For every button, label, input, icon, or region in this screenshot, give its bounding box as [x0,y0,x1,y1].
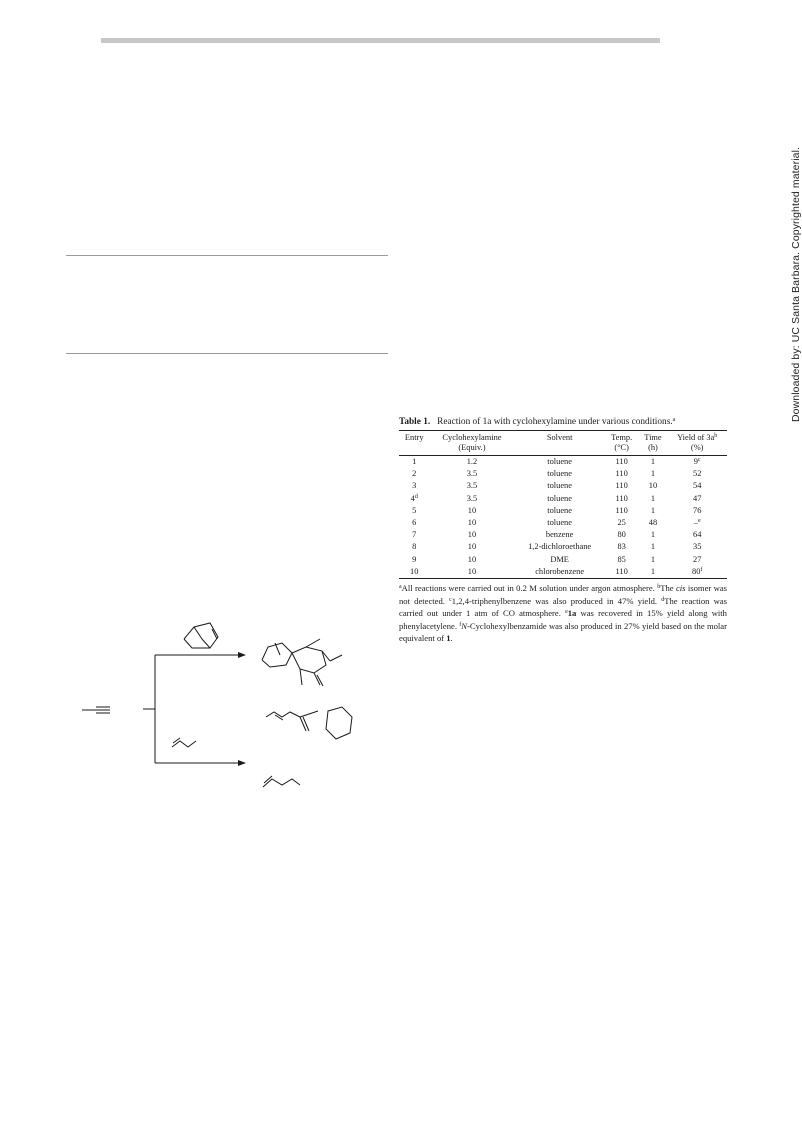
table-label: Table 1. [399,417,431,427]
column-header: Temp. [605,431,639,444]
alkene-byproduct [263,776,300,787]
footnote-text: -Cyclohexylbenzamide was also produced in 27% yield based on the molar equivalent of [399,620,727,644]
table-caption-sup: a [672,417,676,423]
cell-entry: 2 [412,469,417,479]
section-rule-top [66,255,388,256]
footnote-marker: f [459,621,462,628]
column-header-sup: b [714,433,718,439]
cell-equiv: 10 [467,554,477,564]
cell-solvent: chlorobenzene [514,566,604,579]
column-header: Time [639,431,668,444]
cell-temp: 110 [615,493,628,503]
column-header-unit [514,443,604,456]
cell-solvent: benzene [545,530,574,540]
table-1 [399,416,727,645]
footnote-text: . [450,633,453,644]
cell-yield: 76 [693,505,702,515]
footnote-text: cis [675,583,686,594]
column-header: Solvent [514,431,604,444]
cell-equiv: 3.5 [466,493,478,503]
alkyne-starting-material [82,707,110,713]
cell-time: 10 [648,481,658,491]
cell-yield-sup: c [697,457,701,463]
table-row [399,456,727,469]
cell-temp: 110 [615,457,628,466]
cell-temp: 25 [617,518,626,528]
cyclohexyl-amide-product [266,707,352,739]
cell-entry: 1 [412,457,417,466]
cell-entry: 8 [412,542,417,552]
table-row [399,468,727,480]
table-header-row-1 [399,431,727,444]
reaction-scheme [70,615,380,815]
column-header-unit: (Equiv.) [429,443,514,456]
footnote-text: The reaction was carried out under 1 atm of CO atmosphere. [399,595,727,619]
butene-reagent [172,738,196,747]
cell-temp: 83 [617,542,626,552]
footnote [449,596,661,606]
footnote-text: 1,2,4-triphenylbenzene was also produced in 47% yield. [451,595,662,606]
cell-equiv: 10 [467,542,477,552]
cell-time: 1 [650,530,656,540]
cell-time: 1 [650,542,656,552]
footnote-text: The [660,583,676,594]
footnote-text: 1 [446,633,451,644]
cell-time: 1 [650,554,656,564]
table-header-row-2 [399,443,727,456]
table-row [399,554,727,566]
table-row [399,493,727,505]
cell-time: 48 [648,518,658,528]
reaction-branch-connector [143,655,155,763]
footnote-text: All reactions were carried out in 0.2 M solution under argon atmosphere. [401,583,658,594]
column-header-unit [399,443,429,456]
cell-temp: 110 [605,566,639,579]
table-row [399,517,727,529]
cell-solvent: toluene [547,481,572,491]
table-caption [399,416,727,428]
reaction-scheme-drawing [70,615,380,815]
table-row [399,541,727,553]
footnote-marker: b [657,584,661,591]
footnote-marker: a [399,584,402,591]
footnote-marker: c [449,596,452,603]
cell-solvent: toluene [547,457,572,466]
cell-equiv: 3.5 [466,481,478,491]
cell-yield-sup: f [700,566,703,573]
cell-entry-sup: d [414,493,418,500]
cell-solvent: 1,2-dichloroethane [528,542,592,552]
arrow-lower [155,760,246,766]
conditions-table [399,430,727,579]
cell-yield: 54 [693,481,702,491]
footnote-text: 1a [567,608,577,619]
cell-yield: 27 [693,554,702,564]
cell-equiv: 10 [467,518,477,528]
cell-entry: 9 [412,554,417,564]
footnote-marker: e [565,609,568,616]
arrow-upper [155,652,246,658]
footnote-text: isomer was not detected. [399,583,728,606]
table-caption-text: Reaction of 1a with cyclohexylamine under various conditions. [437,417,673,427]
cell-time: 1 [639,566,668,579]
norbornene-reagent [184,623,218,648]
section-rule-bottom [66,353,388,354]
tricyclic-product [262,639,342,686]
cell-yield: –$^e$ [693,518,701,528]
download-watermark: Downloaded by: UC Santa Barbara. Copyrighted material. [790,146,802,422]
cell-yield: 80$^f$ [667,566,727,579]
cell-time: 1 [650,493,656,503]
cell-entry: 4$^d$ [410,493,418,503]
footnote-text: N [461,620,467,631]
table-row [399,505,727,517]
column-header-unit: (°C) [605,443,639,456]
cell-entry: 10 [399,566,429,579]
cell-yield: 47 [693,493,702,503]
table-row [399,480,727,492]
cell-time: 1 [650,469,656,479]
table-footnotes [399,582,727,645]
cell-entry: 6 [412,518,417,528]
footnote-text: was recovered in 15% yield along with phenylacetylene. [399,608,727,631]
column-header: Yield of $3a^b$ [667,431,727,444]
cell-temp: 80 [617,530,626,540]
cell-time: 1 [650,505,656,515]
cell-entry: 5 [412,505,417,515]
page-header-bar [101,38,660,43]
column-header: Entry [399,431,429,444]
column-header-unit: (h) [639,443,668,456]
footnote [399,583,657,593]
table-row [399,529,727,541]
column-header-unit: (%) [667,443,727,456]
cell-solvent: toluene [547,493,572,503]
cell-yield: 35 [693,542,702,552]
column-header: Cyclohexylamine [429,431,514,444]
cell-yield: 9$^c$ [693,457,701,466]
cell-solvent: toluene [547,518,572,528]
cell-yield: 64 [693,530,702,540]
cell-solvent: toluene [547,469,572,479]
cell-temp: 85 [617,554,626,564]
cell-temp: 110 [615,469,628,479]
footnote-marker: d [661,596,665,603]
cell-equiv: 10 [467,530,477,540]
cell-solvent: toluene [547,505,572,515]
cell-yield: 52 [693,469,702,479]
table-body [399,456,727,579]
cell-equiv: 10 [467,505,477,515]
cell-equiv: 1.2 [466,457,478,466]
cell-equiv: 10 [429,566,514,579]
cell-yield-sup: e [697,518,701,525]
cell-time: 1 [650,457,656,466]
table-row [399,566,727,579]
cell-temp: 110 [615,505,628,515]
cell-solvent: DME [550,554,569,564]
cell-equiv: 3.5 [466,469,478,479]
cell-temp: 110 [615,481,628,491]
cell-entry: 7 [412,530,417,540]
cell-entry: 3 [412,481,417,491]
